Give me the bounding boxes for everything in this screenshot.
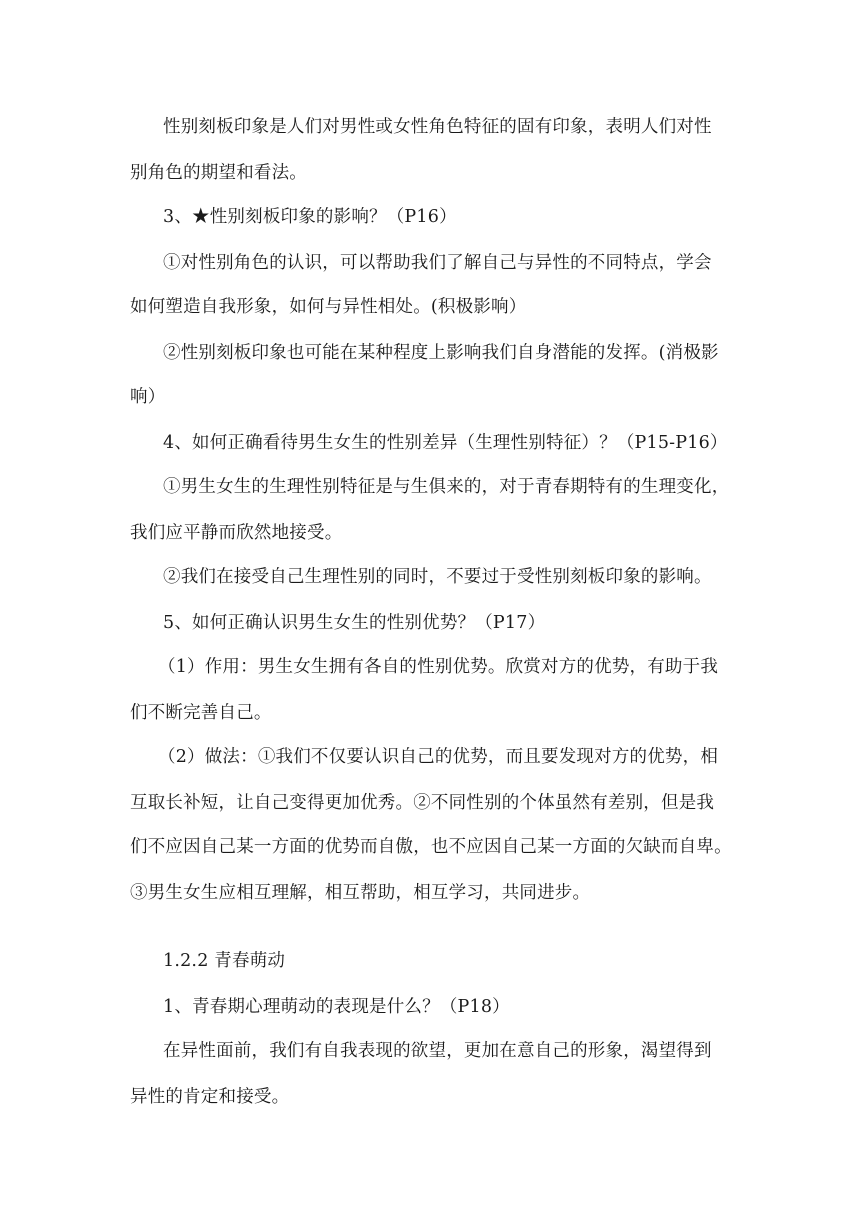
paragraph-line: 别角色的期望和看法。	[130, 163, 307, 183]
question-heading: 5、如何正确认识男生女生的性别优势？（P17）	[163, 613, 546, 633]
question-heading: 3、★性别刻板印象的影响？（P16）	[163, 207, 457, 227]
paragraph-line: 异性的肯定和接受。	[130, 1087, 290, 1107]
paragraph-line: 们不断完善自己。	[130, 703, 272, 723]
paragraph-line: ③男生女生应相互理解，相互帮助，相互学习，共同进步。	[130, 883, 591, 903]
paragraph-line: ②我们在接受自己生理性别的同时，不要过于受性别刻板印象的影响。	[163, 567, 712, 587]
question-heading: 1、青春期心理萌动的表现是什么？（P18）	[163, 997, 510, 1017]
paragraph-line: 响）	[130, 387, 166, 407]
paragraph-line: 在异性面前，我们有自我表现的欲望，更加在意自己的形象，渴望得到	[163, 1041, 712, 1061]
paragraph-line: ①对性别角色的认识，可以帮助我们了解自己与异性的不同特点，学会	[163, 253, 712, 273]
paragraph-line: 如何塑造自我形象，如何与异性相处。(积极影响）	[130, 297, 527, 317]
question-heading: 4、如何正确看待男生女生的性别差异（生理性别特征）？（P15-P16）	[163, 433, 728, 453]
paragraph-line: ②性别刻板印象也可能在某种程度上影响我们自身潜能的发挥。(消极影	[163, 343, 719, 363]
section-heading: 1.2.2 青春萌动	[163, 951, 286, 971]
paragraph-line: ①男生女生的生理性别特征是与生俱来的，对于青春期特有的生理变化，	[163, 477, 730, 497]
paragraph-line: 我们应平静而欣然地接受。	[130, 523, 343, 543]
paragraph-line: 们不应因自己某一方面的优势而自傲，也不应因自己某一方面的欠缺而自卑。	[130, 837, 732, 857]
paragraph-line: （2）做法：①我们不仅要认识自己的优势，而且要发现对方的优势，相	[158, 747, 719, 767]
paragraph-line: （1）作用：男生女生拥有各自的性别优势。欣赏对方的优势，有助于我	[158, 657, 719, 677]
paragraph-line: 互取长补短，让自己变得更加优秀。②不同性别的个体虽然有差别，但是我	[130, 793, 715, 813]
paragraph-line: 性别刻板印象是人们对男性或女性角色特征的固有印象，表明人们对性	[163, 117, 712, 137]
